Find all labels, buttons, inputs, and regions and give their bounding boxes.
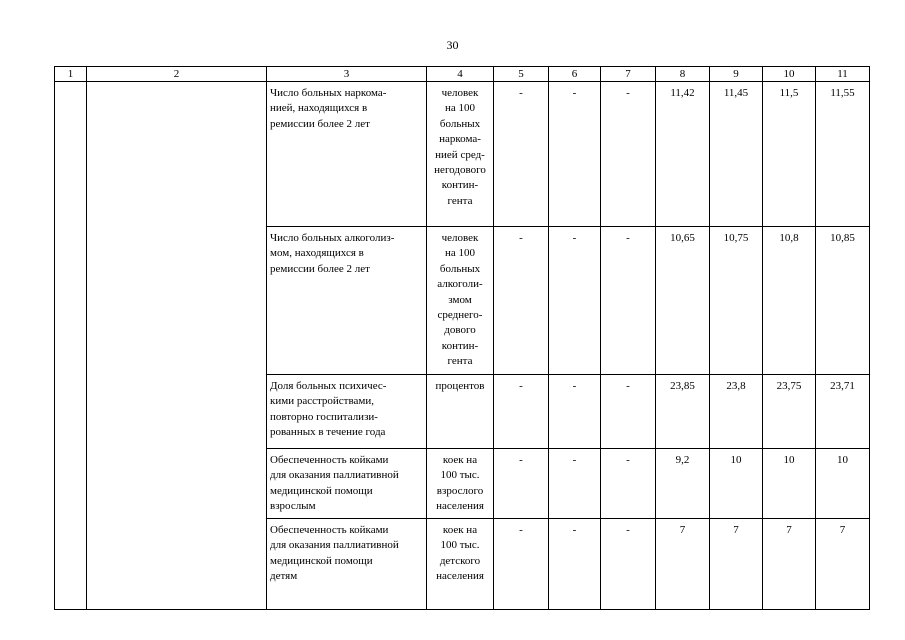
value-cell: -: [601, 227, 656, 375]
value-cell: 23,85: [656, 375, 710, 449]
value-cell: -: [494, 375, 549, 449]
value-cell: -: [549, 227, 601, 375]
unit-line: 100 тыс.: [440, 469, 480, 482]
unit-line: взрослого: [436, 484, 484, 497]
indicator-cell: [267, 82, 427, 227]
value-cell: -: [549, 375, 601, 449]
indicator-line: ремиссии более 2 лет: [270, 262, 370, 275]
indicator-line: медицинской помощи: [270, 554, 373, 567]
unit-line: человек: [441, 232, 479, 244]
value-cell: -: [494, 82, 549, 227]
unit-line: на 100: [444, 247, 476, 260]
indicator-line: ремиссии более 2 лет: [270, 117, 370, 130]
value-cell: 10,65: [656, 227, 710, 375]
unit-line: змом: [448, 293, 472, 306]
column-2-cell: [87, 82, 267, 610]
column-header: 1: [55, 67, 87, 82]
unit-line: на 100: [444, 102, 476, 115]
indicator-line: повторно госпитализи-: [270, 410, 378, 423]
indicator-line: кими расстройствами,: [270, 395, 375, 408]
value-cell: 10,75: [710, 227, 763, 375]
unit-line: среднего-: [437, 309, 483, 322]
indicator-line: медицинской помощи: [270, 484, 373, 497]
column-header: 5: [494, 67, 549, 82]
value-cell: 10,8: [763, 227, 816, 375]
value-cell: -: [601, 375, 656, 449]
value-cell: 23,71: [816, 375, 870, 449]
indicator-line: для оказания паллиативной: [270, 539, 399, 552]
unit-line: негодового: [434, 164, 486, 177]
indicator-cell: [267, 227, 427, 375]
value-cell: -: [549, 519, 601, 610]
indicator-cell: [267, 449, 427, 519]
unit-line: наркома-: [439, 133, 481, 146]
column-header: 9: [710, 67, 763, 82]
value-cell: 10,85: [816, 227, 870, 375]
indicator-line: Обеспеченность койками: [270, 454, 389, 466]
unit-line: коек на: [442, 454, 478, 466]
unit-line: дового: [444, 324, 476, 337]
column-header: 8: [656, 67, 710, 82]
unit-line: коек на: [442, 524, 478, 536]
value-cell: 10: [710, 449, 763, 519]
column-1-cell: [55, 82, 87, 610]
unit-line: процентов: [435, 380, 485, 392]
indicator-line: для оказания паллиативной: [270, 469, 399, 482]
indicator-line: взрослым: [270, 500, 316, 513]
indicator-line: нией, находящихся в: [270, 102, 368, 115]
unit-cell: [427, 82, 494, 227]
value-cell: -: [494, 449, 549, 519]
value-cell: 11,45: [710, 82, 763, 227]
value-cell: 23,75: [763, 375, 816, 449]
value-cell: 11,5: [763, 82, 816, 227]
value-cell: -: [601, 519, 656, 610]
unit-line: населения: [436, 570, 484, 583]
indicator-line: Обеспеченность койками: [270, 524, 389, 536]
unit-line: населения: [436, 500, 484, 513]
value-cell: 7: [656, 519, 710, 610]
value-cell: 7: [710, 519, 763, 610]
value-cell: 7: [763, 519, 816, 610]
unit-line: человек: [441, 87, 479, 99]
column-number-row: [55, 67, 870, 82]
column-header: 3: [267, 67, 427, 82]
unit-line: больных: [439, 262, 481, 275]
indicator-line: Число больных алкоголиз-: [270, 232, 395, 244]
value-cell: -: [494, 519, 549, 610]
unit-line: нией сред-: [435, 148, 485, 161]
unit-line: гента: [447, 194, 473, 207]
value-cell: 9,2: [656, 449, 710, 519]
indicator-line: детям: [270, 570, 298, 583]
indicators-table: [54, 66, 870, 610]
unit-cell: [427, 375, 494, 449]
value-cell: -: [601, 82, 656, 227]
value-cell: 7: [816, 519, 870, 610]
value-cell: 11,55: [816, 82, 870, 227]
column-header: 7: [601, 67, 656, 82]
unit-line: гента: [447, 355, 473, 368]
value-cell: 10: [763, 449, 816, 519]
indicator-line: Доля больных психичес-: [270, 380, 387, 392]
column-header: 11: [816, 67, 870, 82]
value-cell: -: [549, 82, 601, 227]
indicator-line: Число больных наркома-: [270, 87, 387, 99]
unit-line: контин-: [441, 179, 479, 192]
page-number: 30: [446, 38, 459, 52]
column-header: 4: [427, 67, 494, 82]
indicator-cell: [267, 519, 427, 610]
value-cell: -: [494, 227, 549, 375]
value-cell: 11,42: [656, 82, 710, 227]
unit-cell: [427, 227, 494, 375]
column-header: 2: [87, 67, 267, 82]
indicator-line: рованных в течение года: [270, 426, 386, 439]
unit-cell: [427, 449, 494, 519]
unit-line: контин-: [441, 339, 479, 352]
unit-line: алкоголи-: [437, 278, 483, 291]
value-cell: 23,8: [710, 375, 763, 449]
value-cell: 10: [816, 449, 870, 519]
unit-cell: [427, 519, 494, 610]
unit-line: больных: [439, 117, 481, 130]
unit-line: 100 тыс.: [440, 539, 480, 552]
value-cell: -: [601, 449, 656, 519]
indicator-cell: [267, 375, 427, 449]
table-row: [55, 82, 870, 227]
value-cell: -: [549, 449, 601, 519]
indicator-line: мом, находящихся в: [270, 247, 364, 260]
column-header: 10: [763, 67, 816, 82]
unit-line: детского: [439, 554, 481, 567]
column-header: 6: [549, 67, 601, 82]
